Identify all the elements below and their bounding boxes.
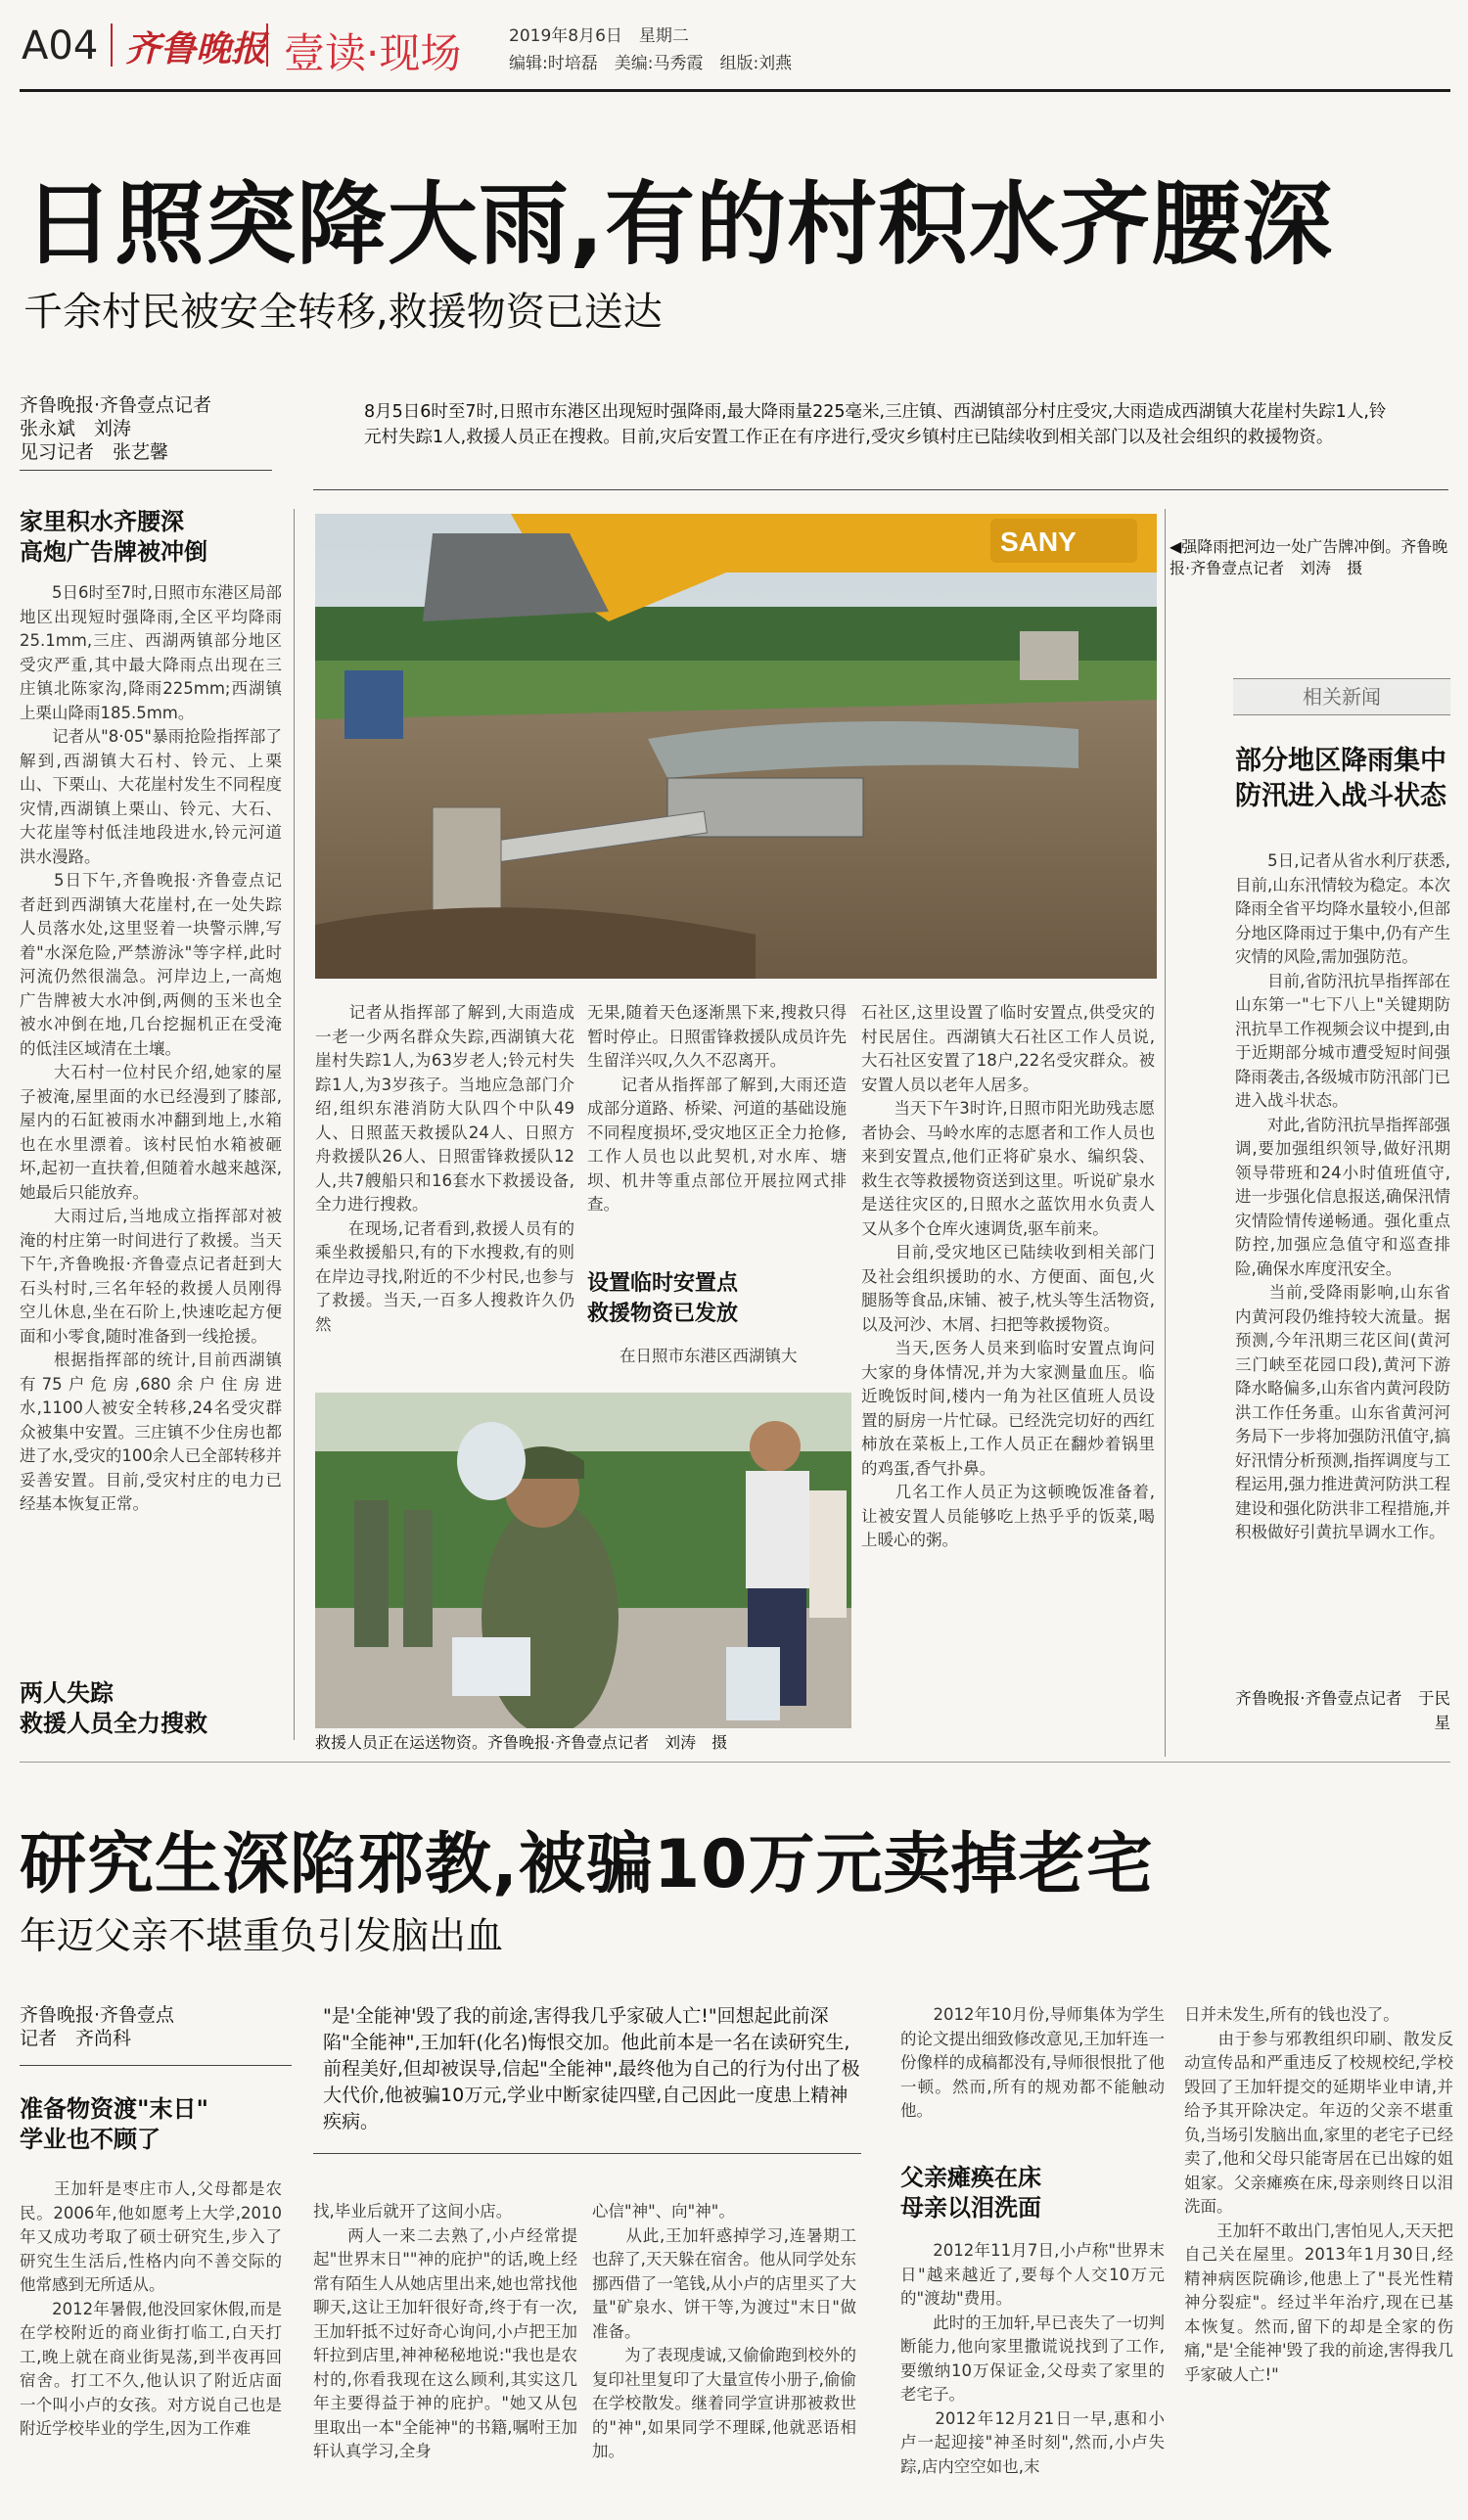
photo-caption: ◀强降雨把河边一处广告牌冲倒。齐鲁晚报·齐鲁壹点记者 刘涛 摄 [1170, 537, 1448, 577]
byline-line: 张永斌 刘涛 [20, 418, 132, 439]
column-heading: 设置临时安置点 救援物资已发放 [587, 1271, 739, 1326]
masthead-rule [20, 89, 1450, 92]
article-text: 心信"神"、向"神"。 从此,王加轩惑掉学习,连暑期工也辞了,天天躲在宿舍。他从同学处东挪西借了一笔钱,从小卢的店里买了大量"矿泉水、饼干等,为渡过"末日"做准备。 为了表现虔诚,又偷偷跑到校外的复印社里复印了大量宣传小册子,偷偷在学校散发。继着同学宣讲那被救世的"神",如果同学不理睬,他就恶语相加。 [592, 2202, 856, 2460]
headline: 日照突降大雨,有的村积水齐腰深 [23, 172, 1333, 277]
subhead: 年迈父亲不堪重负引发脑出血 [20, 1914, 504, 1957]
byline [20, 2003, 274, 2050]
divider [313, 2153, 861, 2154]
intro-quote: "是'全能神'毁了我的前途,害得我几乎家破人亡!"回想起此前深陷"全能神",王加轩(化名)悔恨交加。他此前本是一名在读研究生,前程美好,但却被误导,信起"全能神",最终他为自己的行为付出了极大代价,他被骗10万元,学业中断家徒四壁,自己因此一度患上精神疾病。 [323, 2005, 860, 2132]
sidebar-text: 5日,记者从省水利厅获悉,目前,山东汛情较为稳定。本次降雨全省平均降水量较小,但部分地区降雨过于集中,仍有产生灾情的风险,需加强防范。 目前,省防汛抗旱指挥部在山东第一"七下八上"关键期防汛抗旱工作视频会议中提到,由于近期部分城市遭受短时间强降雨袭击,各级城市防汛部门已进入战斗状态。 对此,省防汛抗旱指挥部强调,要加强组织领导,做好汛期领导带班和24小时值班值守,进一步强化信息报送,确保汛情灾情险情传递畅通。强化重点防控,加强应急值守和巡查排险,确保水库度汛安全。 当前,受降雨影响,山东省内黄河段仍维持较大流量。据预测,今年汛期三花区间(黄河三门峡至花园口段),黄河下游降水略偏多,山东省内黄河段防洪工作任务重。山东省黄河河务局下一步将加强防汛值守,搞好汛情分析预测,指挥调度与工程运用,强力推进黄河防洪工程建设和强化防洪非工程措施,并积极做好引黄抗旱调水工作。 [1235, 851, 1450, 1541]
column-rule [294, 509, 295, 1740]
byline-line: 见习记者 张艺馨 [20, 441, 169, 463]
related-news-label: 相关新闻 [1303, 685, 1381, 709]
divider [313, 489, 1448, 490]
date: 2019年8月6日 [509, 26, 622, 46]
article-text: 2012年10月份,导师集体为学生的论文提出细致修改意见,王加轩连一份像样的成稿都没有,导师很恨批了他一顿。然而,所有的规劝都不能触动他。 [900, 2005, 1165, 2120]
issue-date [509, 22, 689, 46]
article-text: 日并未发生,所有的钱也没了。 由于参与邪教组织印刷、散发反动宣传品和严重违反了校规校纪,学校毁回了王加轩提交的延期毕业申请,并给予其开除决定。年迈的父亲不堪重负,当场引发脑出血,家里的老宅子已经卖了,他和父母只能寄居在已出嫁的姐姐家。父亲瘫痪在床,母亲则终日以泪洗面。 王加轩不敢出门,害怕见人,天天把自己关在屋里。2013年1月30日,经精神病医院确诊,他患上了"長光性精神分裂症"。经过半年治疗,现在已基本恢复。然而,留下的却是全家的伤痛,"是'全能神'毁了我的前途,害得我几乎家破人亡!" [1184, 2005, 1453, 2384]
headline: 研究生深陷邪教,被骗10万元卖掉老宅 [20, 1826, 1154, 1903]
column-heading: 准备物资渡"末日" 学业也不顾了 [20, 2095, 209, 2153]
article-text: 5日6时至7时,日照市东港区局部地区出现短时强降雨,全区平均降雨25.1mm,三庄、西湖两镇部分地区受灾严重,其中最大降雨点出现在三庄镇北陈家沟,降雨225mm;西湖镇上栗山降雨185.5mm。 记者从"8·05"暴雨抢险指挥部了解到,西湖镇大石村、铃元、上栗山、下栗山、大花崖村发生不同程度灾情,西湖镇上栗山、铃元、大石、大花崖等村低洼地段进水,铃元河道洪水漫路。 5日下午,齐鲁晚报·齐鲁壹点记者赶到西湖镇大花崖村,在一处失踪人员落水处,这里竖着一块警示牌,写着"水深危险,严禁游泳"等字样,此时河流仍然很湍急。河岸边上,一高炮广告牌被大水冲倒,两侧的玉米也全被水冲倒在地,几台挖掘机正在受淹的低洼区域清在土壤。 大石村一位村民介绍,她家的屋子被淹,屋里面的水已经漫到了膝部,屋内的石缸被雨水冲翻到地上,水箱也在水里漂着。该村民怕水箱被砸坏,起初一直扶着,但随着水越来越深,她最后只能放弃。 大雨过后,当地成立指挥部对被淹的村庄第一时间进行了救援。当天下午,齐鲁晚报·齐鲁壹点记者赶到大石头村时,三名年轻的救援人员刚得空儿休息,坐在石阶上,快速吃起方便面和小零食,随时准备到一线抢援。 根据指挥部的统计,目前西湖镇有75户危房,680余户住房进水,1100人被安全转移,24名受灾群众被集中安置。三庄镇不少住房也都进了水,受灾的100余人已全部转移并妥善安置。目前,受灾村庄的电力已经基本恢复正常。 [20, 583, 282, 1513]
subhead: 千余村民被安全转移,救援物资已送达 [23, 290, 663, 335]
photo-rescuers-water-image [315, 1393, 851, 1728]
page-number: A04 [22, 23, 99, 69]
column-heading: 两人失踪 救援人员全力搜救 [20, 1679, 207, 1737]
photo-caption: 救援人员正在运送物资。齐鲁晚报·齐鲁壹点记者 刘涛 摄 [315, 1733, 728, 1752]
article-text: 石社区,这里设置了临时安置点,供受灾的村民居住。西湖镇大石社区工作人员说,大石社区安置了18户,22名受灾群众。被安置人员以老年人居多。 当天下午3时许,日照市阳光助残志愿者协会、马岭水库的志愿者和工作人员也来到安置点,他们正将矿泉水、编织袋、救生衣等救援物资送到这里。听说矿泉水是送往灾区的,日照水之蓝饮用水负责人又从多个仓库火速调货,驱车前来。 目前,受灾地区已陆续收到相关部门及社会组织援助的水、方便面、面包,火腿肠等食品,床铺、被子,枕头等生活物资,以及河沙、木屑、扫把等救援物资。 当天,医务人员来到临时安置点询问大家的身体情况,并为大家测量血压。临近晚饭时间,楼内一角为社区值班人员设置的厨房一片忙碌。已经洗完切好的西红柿放在菜板上,工作人员正在翻炒着锅里的鸡蛋,香气扑鼻。 几名工作人员正为这顿晚饭准备着,让被安置人员能够吃上热乎乎的饭菜,喝上暖心的粥。 [861, 1003, 1155, 1549]
article-text: 2012年11月7日,小卢称"世界末日"越来越近了,要每个人交10万元的"渡劫"费用。 此时的王加轩,早已丧失了一切判断能力,他向家里撒谎说找到了工作,要缴纳10万保证金,父母卖了家里的老宅子。 2012年12月21日一早,惠和小卢一起迎接"神圣时刻",然而,小卢失踪,店内空空如也,末 [900, 2241, 1165, 2476]
article-text: 记者从指挥部了解到,大雨造成一老一少两名群众失踪,西湖镇大花崖村失踪1人,为63岁老人;铃元村失踪1人,为3岁孩子。当地应急部门介绍,组织东港消防大队四个中队49人、日照蓝天救援队24人、日照方舟救援队26人、日照雷锋救援队12人,共7艘船只和16套水下救援设备,全力进行搜救。 在现场,记者看到,救援人员有的乘坐救援船只,有的下水搜救,有的则在岸边寻找,附近的不少村民,也参与了救援。当天,一百多人搜救许久仍然 [315, 1003, 574, 1334]
credits: 编辑:时培磊 美编:马秀霞 组版:刘燕 [509, 54, 793, 73]
photo-excavator-flood [315, 514, 1157, 979]
byline [20, 393, 274, 464]
column-heading: 父亲瘫痪在床 母亲以泪洗面 [900, 2164, 1041, 2222]
section-divider [20, 1762, 1450, 1763]
byline-line: 齐鲁晚报·齐鲁壹点 [20, 2004, 175, 2026]
related-news-box [1233, 678, 1450, 715]
article-text: 找,毕业后就开了这间小店。 两人一来二去熟了,小卢经常提起"世界末日""神的庇护"的话,晚上经常有陌生人从她店里出来,她也常找他聊天,这让王加轩很好奇,终于有一次,王加轩抵不过好奇心询问,小卢把王加轩拉到店里,神神秘秘地说:"我也是农村的,你看我现在这么顾利,其实这几年主要得益于神的庇护。"她又从包里取出一本"全能神"的书籍,嘱咐王加轩认真学习,全身 [313, 2202, 577, 2460]
divider [20, 470, 272, 471]
photo-rescuers-water [315, 1393, 851, 1728]
section-title: 壹读·现场 [284, 29, 462, 77]
weekday: 星期二 [638, 26, 689, 46]
article-text: 王加轩是枣庄市人,父母都是农民。2006年,他如愿考上大学,2010年又成功考取了硕士研究生,步入了研究生生活后,性格内向不善交际的他常感到无所适从。 2012年暑假,他没回家休假,而是在学校附近的商业街打临工,白天打工,晚上就在商业街晃荡,到半夜再回宿舍。打工不久,他认识了附近店面一个叫小卢的女孩。对方说自己也是附近学校毕业的学生,因为工作难 [20, 2179, 282, 2438]
masthead [0, 0, 1468, 78]
byline-line: 记者 齐尚科 [20, 2028, 132, 2049]
newspaper-logo: 齐鲁晚报 [125, 28, 267, 69]
lead-paragraph: 8月5日6时至7时,日照市东港区出现短时强降雨,最大降雨量225毫米,三庄镇、西湖镇部分村庄受灾,大雨造成西湖镇大花崖村失踪1人,铃元村失踪1人,救援人员正在搜救。目前,灾后安置工作正在有序进行,受灾乡镇村庄已陆续收到相关部门以及社会组织的救援物资。 [364, 402, 1387, 447]
sidebar-credit: 齐鲁晚报·齐鲁壹点记者 于民星 [1235, 1689, 1450, 1732]
article-text: 无果,随着天色逐渐黑下来,搜救只得暂时停止。日照雷锋救援队成员许先生留洋兴叹,久久不忍离开。 记者从指挥部了解到,大雨还造成部分道路、桥梁、河道的基础设施不同程度损坏,受灾地区正全力抢修,工作人员也以此契机,对水库、塘坝、机井等重点部位开展拉网式排查。 [587, 1003, 847, 1214]
sidebar-heading: 部分地区降雨集中 防汛进入战斗状态 [1235, 746, 1446, 811]
photo-excavator-flood-image [315, 514, 1157, 979]
divider [20, 2065, 292, 2066]
divider [111, 23, 113, 67]
column-heading: 家里积水齐腰深 高炮广告牌被冲倒 [20, 508, 207, 566]
excavator-sign: SANY [1000, 527, 1077, 557]
divider [266, 23, 268, 67]
article-text: 在日照市东港区西湖镇大 [587, 1347, 798, 1365]
column-rule [1165, 509, 1166, 1757]
byline-line: 齐鲁晚报·齐鲁壹点记者 [20, 394, 212, 416]
